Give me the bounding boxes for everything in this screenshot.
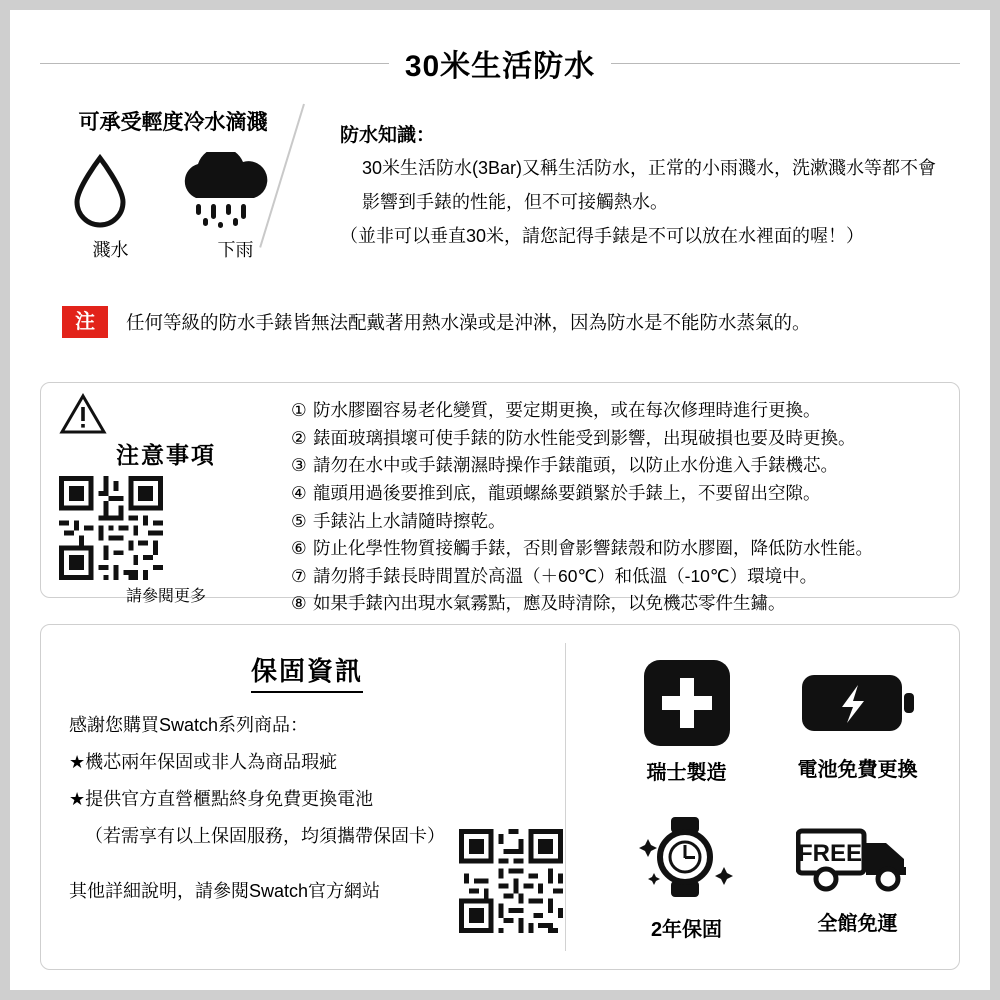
warranty-box <box>40 624 960 970</box>
caution-item <box>291 590 945 618</box>
caution-item-text: 防水膠圈容易老化變質，要定期更換，或在每次修理時進行更換。 <box>313 400 821 420</box>
caution-left <box>59 393 273 606</box>
feature-warranty-years-caption: 2年保固 <box>650 918 723 941</box>
water-drop-caption: 濺水 <box>92 240 129 260</box>
warranty-title: 保固資訊 <box>251 651 363 693</box>
free-truck-label: FREE <box>797 839 862 867</box>
caution-list <box>291 397 945 618</box>
warranty-footer: 其他詳細說明，請參閱Swatch官方網站 <box>69 881 381 901</box>
warranty-divider <box>565 643 566 951</box>
caution-qr-code[interactable] <box>59 476 273 580</box>
page-title: 30米生活防水 <box>404 50 596 83</box>
caution-item-text: 防止化學性物質接觸手錶，否則會影響錶殼和防水膠圈，降低防水性能。 <box>313 538 873 559</box>
caution-item <box>291 480 945 508</box>
caution-item <box>291 535 945 563</box>
page-title-row <box>40 42 960 84</box>
water-knowledge-line-1: 30米生活防水(3Bar)又稱生活防水，正常的小雨濺水，洗漱濺水等都不會 <box>362 158 937 178</box>
battery-bolt-icon <box>800 663 916 743</box>
caution-item-text: 手錶沾上水請隨時擦乾。 <box>313 510 506 531</box>
feature-free-delivery <box>772 799 943 953</box>
caution-item-num: ③ <box>291 455 307 476</box>
caution-item-num: ⑧ <box>291 593 307 614</box>
feature-free-delivery-caption: 全館免運 <box>817 912 898 935</box>
warning-triangle-icon <box>59 393 273 435</box>
caution-item-text: 請勿在水中或手錶潮濕時操作手錶龍頭，以防止水份進入手錶機芯。 <box>313 455 838 476</box>
caution-item-text: 錶面玻璃損壞可使手錶的防水性能受到影響，出現破損也要及時更換。 <box>313 427 856 448</box>
caution-item <box>291 425 945 453</box>
caution-item-num: ① <box>291 400 307 420</box>
note-text: 任何等級的防水手錶皆無法配戴著用熱水澡或是沖淋，因為防水是不能防水蒸氣的。 <box>126 312 811 333</box>
free-delivery-truck-icon <box>796 817 920 897</box>
caution-qr-caption: 請參閱更多 <box>125 588 206 605</box>
feature-swiss-made <box>601 645 772 799</box>
water-drop-icon <box>69 154 131 228</box>
water-knowledge-line-3: （並非可以垂直30米，請您記得手錶是不可以放在水裡面的喔！） <box>340 226 865 246</box>
water-resistance-block <box>48 106 960 286</box>
rain-cloud-caption: 下雨 <box>217 240 254 260</box>
note-badge: 注 <box>62 306 108 338</box>
caution-item-text: 請勿將手錶長時間置於高溫（＋60℃）和低溫（-10℃）環境中。 <box>313 565 818 586</box>
feature-warranty-years <box>601 799 772 953</box>
caution-item-num: ⑤ <box>291 510 307 531</box>
water-resistance-left-title: 可承受輕度冷水滴濺 <box>78 111 268 134</box>
caution-item-num: ⑥ <box>291 538 307 559</box>
caution-item-text: 如果手錶內出現水氣霧點，應及時清除，以免機芯零件生鏽。 <box>313 593 786 614</box>
watch-sparkle-icon <box>632 811 742 903</box>
water-knowledge-line-2: 影響到手錶的性能，但不可接觸熱水。 <box>362 192 668 212</box>
poster-inner <box>10 10 990 990</box>
warranty-qr-code[interactable] <box>459 829 563 933</box>
caution-item <box>291 508 945 536</box>
rain-cloud-icon <box>172 152 278 228</box>
caution-item <box>291 452 945 480</box>
warranty-line-2: ★機芯兩年保固或非人為商品瑕疵 <box>69 752 338 772</box>
feature-swiss-made-caption: 瑞士製造 <box>646 761 727 784</box>
caution-item-num: ② <box>291 427 307 448</box>
caution-box <box>40 382 960 614</box>
caution-item-text: 龍頭用過後要推到底，龍頭螺絲要鎖緊於手錶上，不要留出空隙。 <box>313 482 821 503</box>
warranty-line-4: （若需享有以上保固服務，均須攜帶保固卡） <box>85 826 445 846</box>
title-rule-left <box>40 63 389 64</box>
caution-item-num: ⑦ <box>291 565 307 586</box>
caution-title: 注意事項 <box>116 442 216 468</box>
feature-grid <box>601 645 943 953</box>
title-rule-right <box>611 63 960 64</box>
swiss-cross-icon <box>644 660 730 746</box>
warranty-line-1: 感謝您購買Swatch系列商品： <box>69 715 309 735</box>
feature-battery-caption: 電池免費更換 <box>797 758 918 781</box>
caution-item-num: ④ <box>291 482 307 503</box>
water-icons-row <box>48 150 298 228</box>
water-knowledge-label: 防水知識： <box>340 125 436 146</box>
feature-battery <box>772 645 943 799</box>
note-row <box>62 306 950 338</box>
caution-item <box>291 563 945 591</box>
caution-item <box>291 397 945 425</box>
water-knowledge-text <box>340 120 960 257</box>
warranty-line-3: ★提供官方直營櫃點終身免費更換電池 <box>69 789 374 809</box>
